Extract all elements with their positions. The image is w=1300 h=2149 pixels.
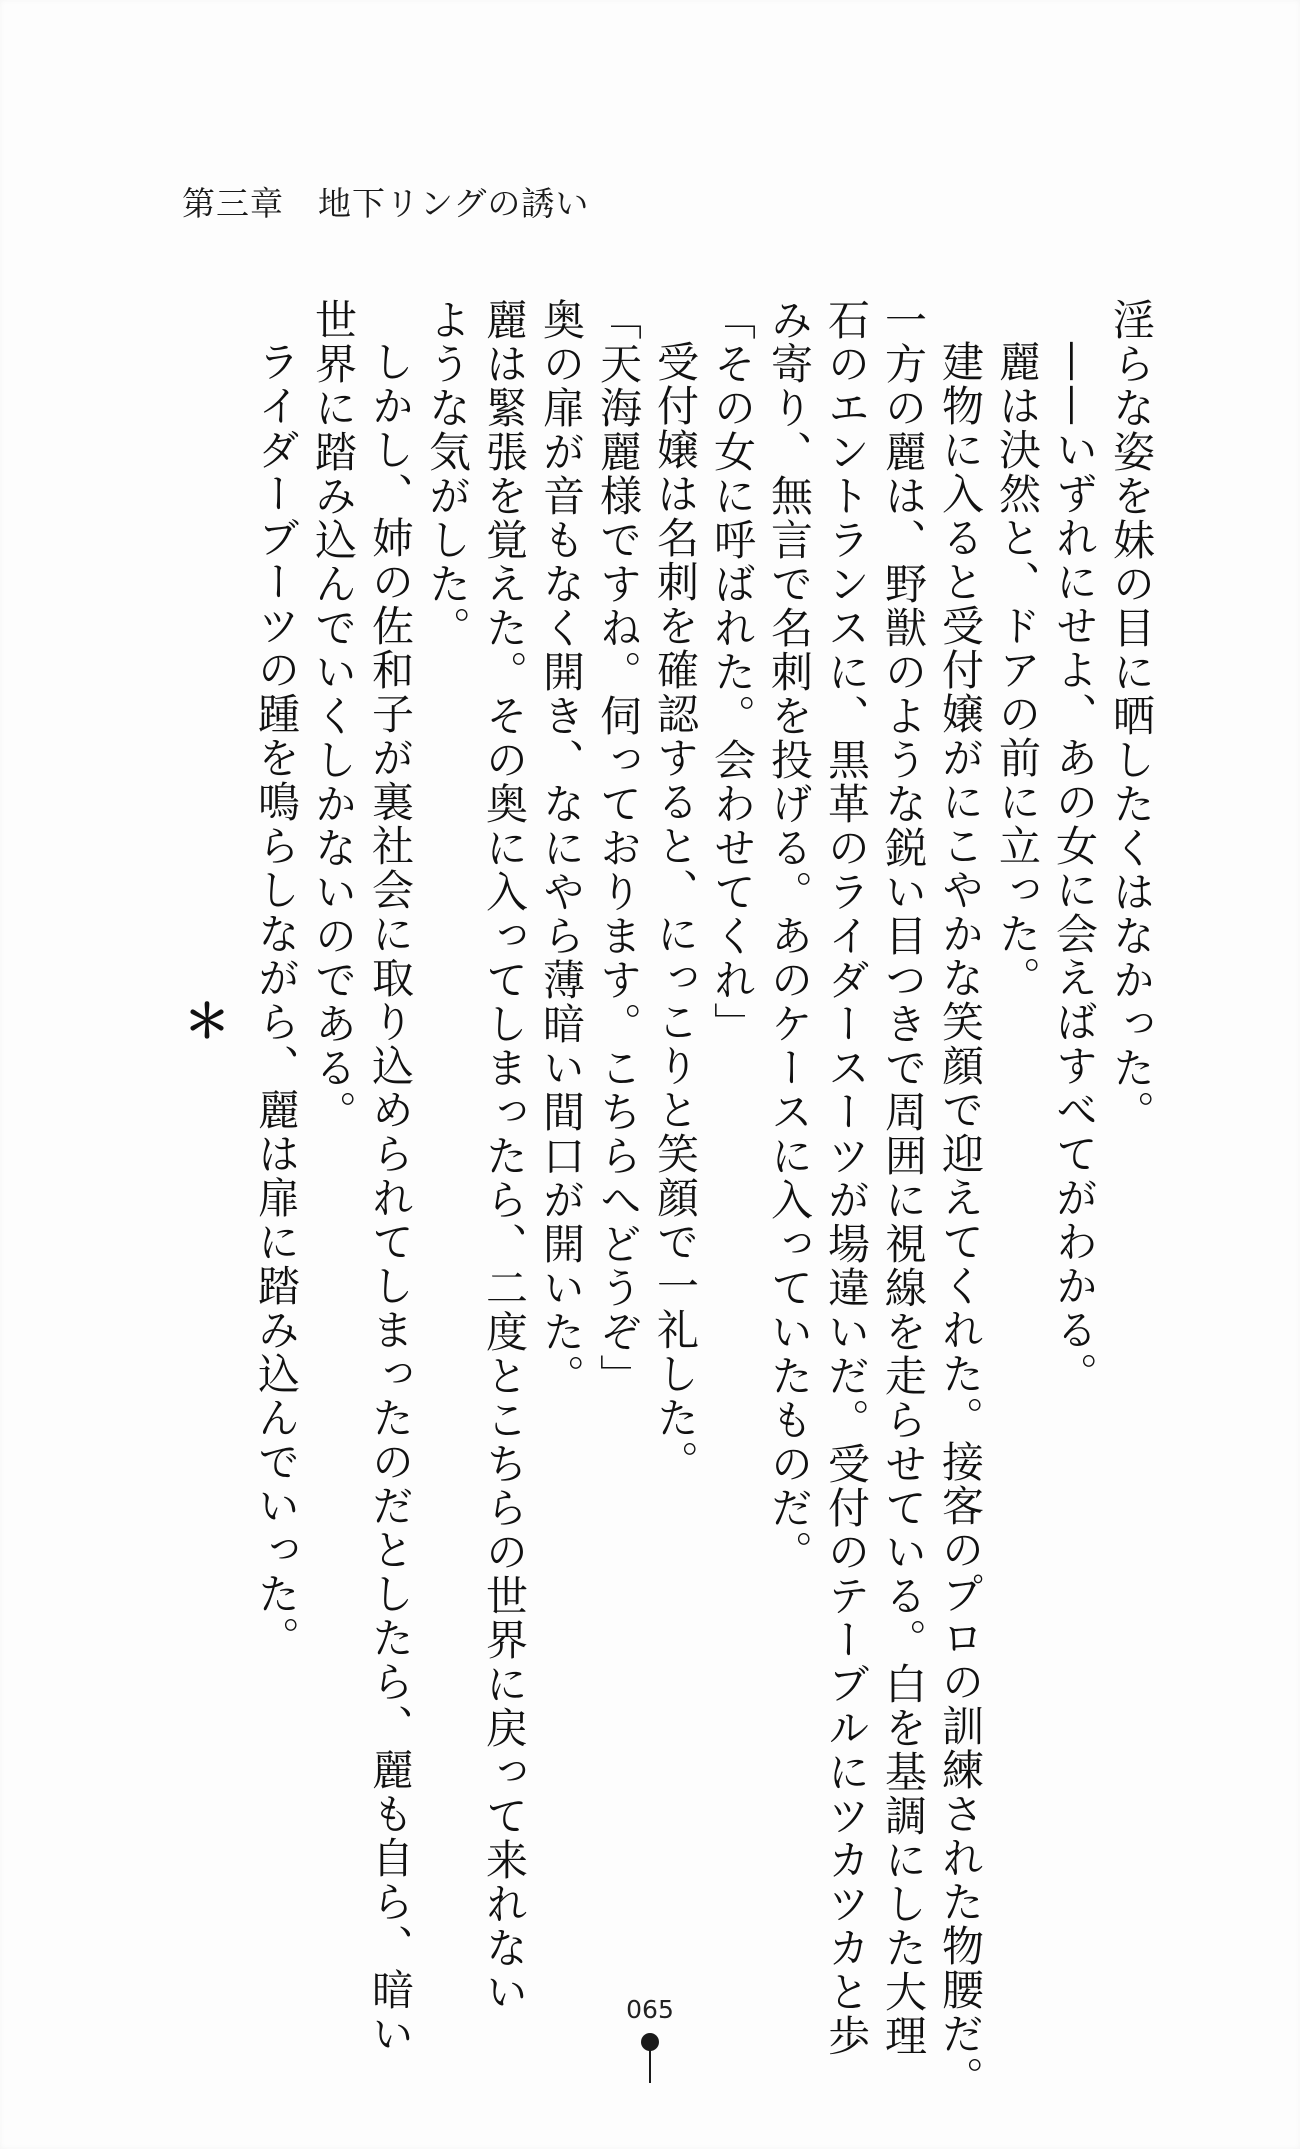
text-line: 麗は決然と、ドアの前に立った。 <box>993 340 1042 1000</box>
text-line: しかし、姉の佐和子が裏社会に取り込められてしまったのだとしたら、麗も自ら、暗い <box>366 340 415 2056</box>
text-line: 麗は緊張を覚えた。その奥に入ってしまったら、二度とこちらの世界に戻って来れない <box>480 298 529 2014</box>
text-line: 奥の扉が音もなく開き、なにやら薄暗い間口が開いた。 <box>537 298 586 1398</box>
text-line: 世界に踏み込んでいくしかないのである。 <box>309 298 358 1134</box>
text-line: ような気がした。 <box>423 298 472 650</box>
text-line: 一方の麗は、野獣のような鋭い目つきで周囲に視線を走らせている。白を基調にした大理 <box>879 298 928 2058</box>
text-line: 「その女に呼ばれた。会わせてくれ」 <box>708 298 757 1046</box>
text-line: 「天海麗様ですね。伺っております。こちらへどうぞ」 <box>594 298 643 1398</box>
chapter-title: 第三章 地下リングの誘い <box>182 184 590 223</box>
text-line: 建物に入ると受付嬢がにこやかな笑顔で迎えてくれた。接客のプロの訓練された物腰だ。 <box>936 340 985 2100</box>
page-marker-stem <box>649 2049 651 2083</box>
scene-break-asterisk: ＊ <box>184 994 230 1048</box>
text-line: 受付嬢は名刺を確認すると、にっこりと笑顔で一礼した。 <box>651 340 700 1484</box>
page-number: 065 <box>626 1995 674 2024</box>
body-text-block <box>248 298 1160 2100</box>
text-line: ——いずれにせよ、あの女に会えばすべてがわかる。 <box>1050 340 1099 1396</box>
text-line: み寄り、無言で名刺を投げる。あのケースに入っていたものだ。 <box>765 298 814 1574</box>
text-line: 石のエントランスに、黒革のライダースーツが場違いだ。受付のテーブルにツカツカと歩 <box>822 298 871 2058</box>
text-line: ライダーブーツの踵を鳴らしながら、麗は扉に踏み込んでいった。 <box>252 340 301 1660</box>
text-line: 淫らな姿を妹の目に晒したくはなかった。 <box>1107 298 1156 1134</box>
